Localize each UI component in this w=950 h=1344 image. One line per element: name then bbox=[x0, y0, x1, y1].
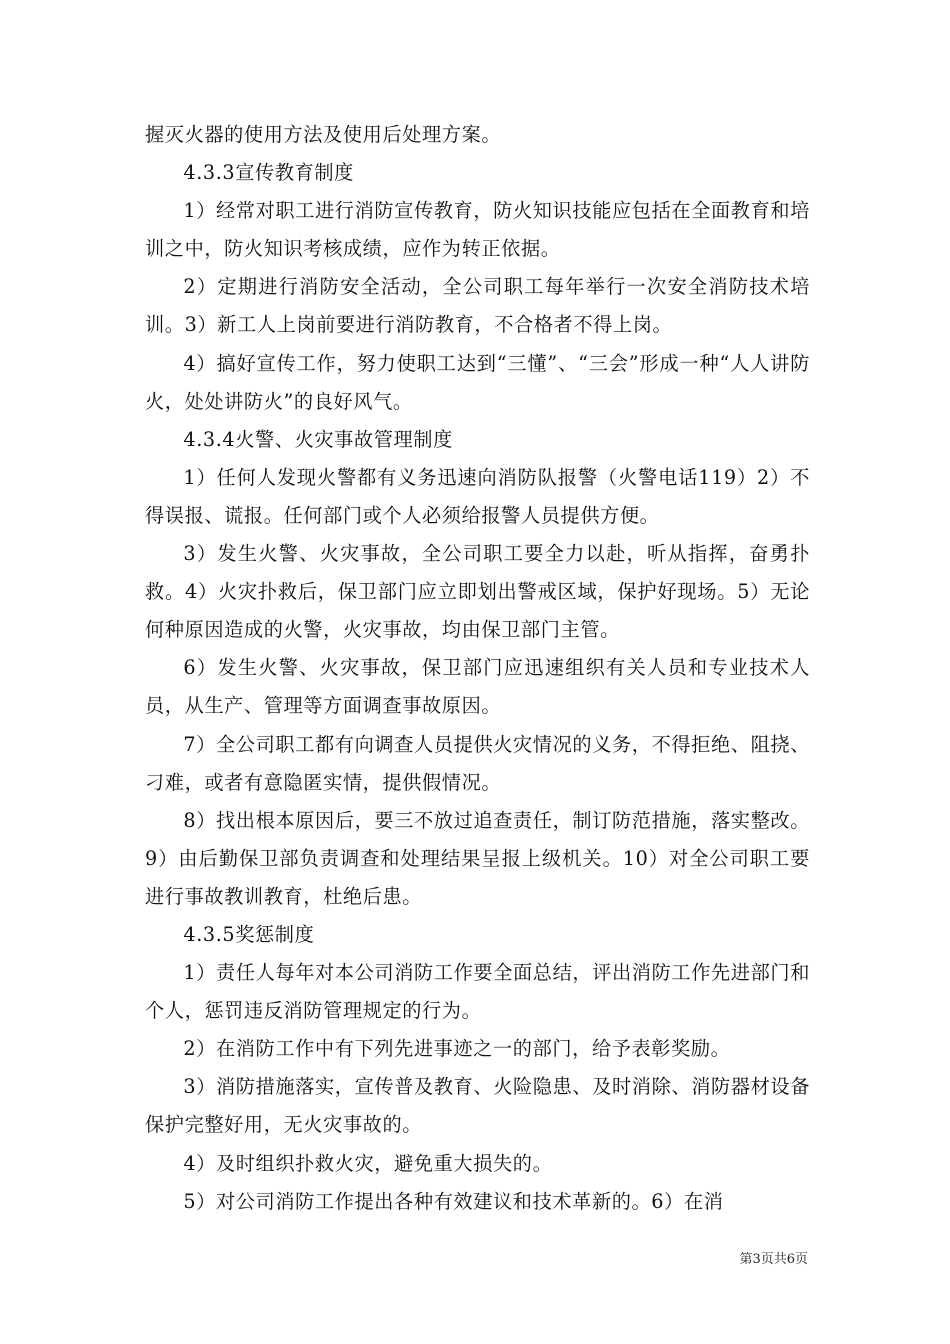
paragraph: 6）发生火警、火灾事故，保卫部门应迅速组织有关人员和专业技术人员，从生产、管理等方面调查事故原因。 bbox=[145, 656, 810, 718]
paragraph: 1）责任人每年对本公司消防工作要全面总结，评出消防工作先进部门和个人，惩罚违反消防管理规定的行为。 bbox=[145, 961, 810, 1023]
paragraph: 8）找出根本原因后，要三不放过追查责任，制订防范措施，落实整改。9）由后勤保卫部负责调查和处理结果呈报上级机关。10）对全公司职工要进行事故教训教育，杜绝后患。 bbox=[145, 808, 810, 908]
paragraph: 1）任何人发现火警都有义务迅速向消防队报警（火警电话119）2）不得误报、谎报。任何部门或个人必须给报警人员提供方便。 bbox=[145, 465, 810, 527]
paragraph: 2）在消防工作中有下列先进事迹之一的部门，给予表彰奖励。 bbox=[183, 1037, 731, 1061]
section-heading-4-3-5: 4.3.5奖惩制度 bbox=[183, 922, 315, 946]
section-heading-4-3-4: 4.3.4火警、火灾事故管理制度 bbox=[183, 427, 453, 451]
paragraph-continuation: 握灭火器的使用方法及使用后处理方案。 bbox=[145, 123, 502, 146]
paragraph: 2）定期进行消防安全活动，全公司职工每年举行一次安全消防技术培训。3）新工人上岗前要进行消防教育，不合格者不得上岗。 bbox=[145, 275, 810, 337]
paragraph: 5）对公司消防工作提出各种有效建议和技术革新的。6）在消 bbox=[183, 1189, 724, 1213]
paragraph: 4）及时组织扑救火灾，避免重大损失的。 bbox=[183, 1151, 553, 1175]
page-number-footer: 第3页共6页 bbox=[739, 1252, 808, 1267]
paragraph: 4）搞好宣传工作，努力使职工达到“三懂”、“三会”形成一种“人人讲防火，处处讲防火”的良好风气。 bbox=[145, 351, 810, 413]
body-text bbox=[145, 116, 810, 1221]
paragraph: 1）经常对职工进行消防宣传教育，防火知识技能应包括在全面教育和培训之中，防火知识考核成绩，应作为转正依据。 bbox=[145, 199, 810, 261]
paragraph: 7）全公司职工都有向调查人员提供火灾情况的义务，不得拒绝、阻挠、刁难，或者有意隐匿实情，提供假情况。 bbox=[145, 732, 810, 794]
paragraph: 3）发生火警、火灾事故，全公司职工要全力以赴，听从指挥，奋勇扑救。4）火灾扑救后，保卫部门应立即划出警戒区域，保护好现场。5）无论何种原因造成的火警，火灾事故，均由保卫部门主管。 bbox=[145, 542, 810, 642]
section-heading-4-3-3: 4.3.3宣传教育制度 bbox=[183, 161, 354, 185]
paragraph: 3）消防措施落实，宣传普及教育、火险隐患、及时消除、消防器材设备保护完整好用，无火灾事故的。 bbox=[145, 1075, 810, 1137]
